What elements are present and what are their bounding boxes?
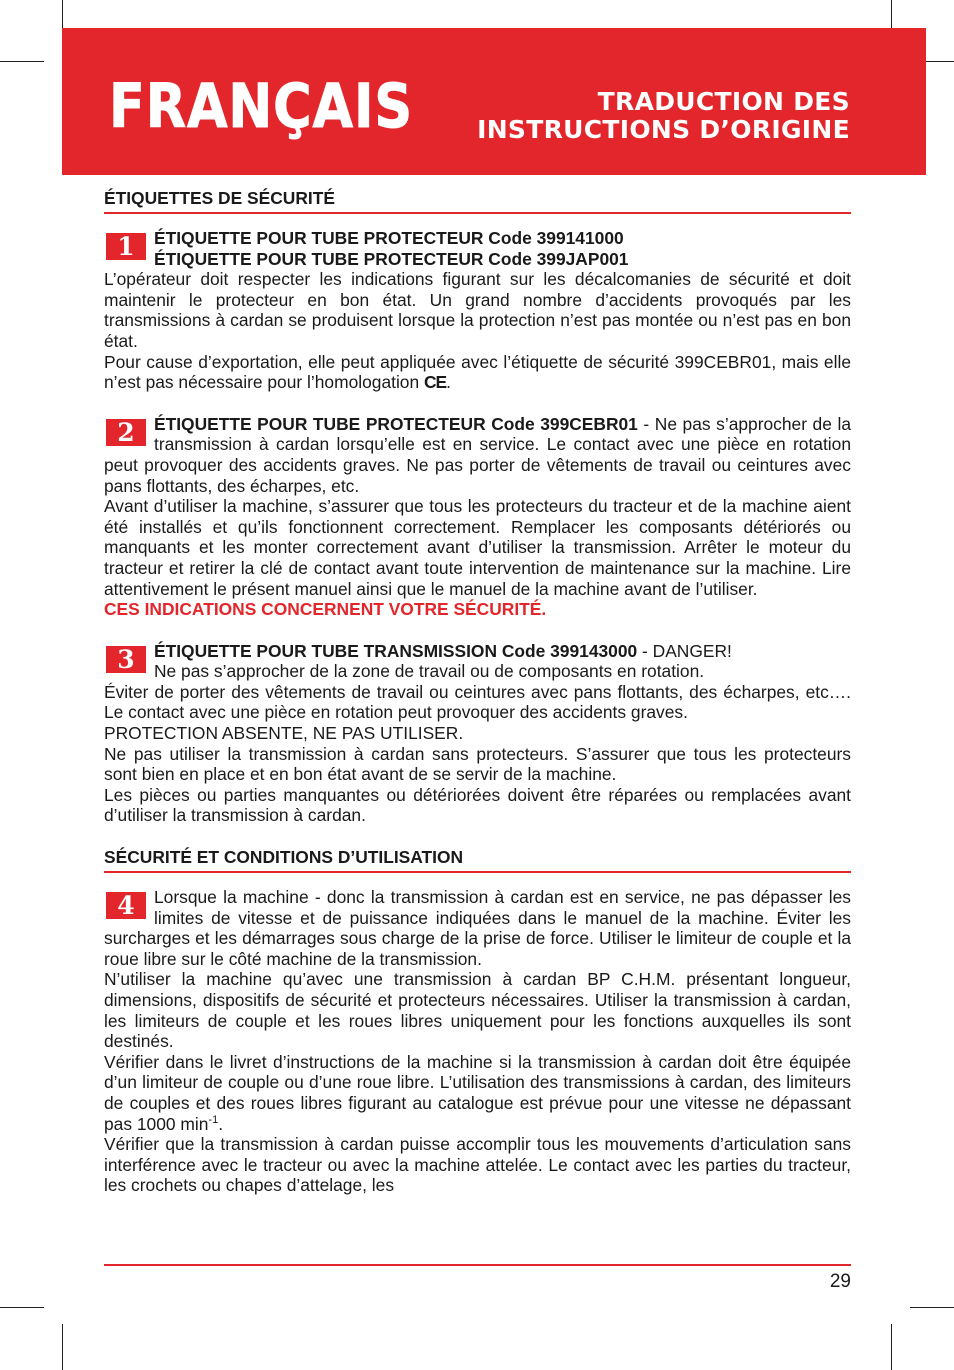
page-number: 29 xyxy=(829,1271,851,1292)
item-2 xyxy=(104,414,851,620)
section-heading-safety-labels: ÉTIQUETTES DE SÉCURITÉ xyxy=(104,185,851,214)
section-heading-safety-conditions: SÉCURITÉ ET CONDITIONS D’UTILISATION xyxy=(104,844,851,873)
paragraph: Lorsque la machine - donc la transmission à cardan est en service, ne pas dépasser les limites de vitesse et de puissance indiquées dans le manuel de la machine. Éviter les surcharges et les démarrages sous charge de la prise de force. Utiliser le limiteur de couple et la roue libre sur le côté machine de la transmission. xyxy=(104,887,851,969)
crop-mark xyxy=(62,1324,63,1370)
subtitle-line-1: TRADUCTION DES xyxy=(597,87,850,116)
crop-mark xyxy=(0,61,44,62)
paragraph xyxy=(104,641,851,662)
paragraph: Ne pas s’approcher de la zone de travail ou de composants en rotation. xyxy=(154,661,705,682)
paragraph-text: - DANGER! xyxy=(637,640,732,661)
footer-divider xyxy=(104,1264,851,1266)
paragraph: L’opérateur doit respecter les indications figurant sur les décalcomanies de sécurité et doit maintenir le protecteur en bon état. Un grand nombre d’accidents provoqués par les transmissions à cardan se produisent lorsque la protection n’est pas montée ou n’est pas en bon état. xyxy=(104,269,851,351)
item-title: ÉTIQUETTE POUR TUBE PROTECTEUR Code 399CEBR01 xyxy=(154,413,638,434)
item-1 xyxy=(104,228,851,393)
paragraph: Ne pas utiliser la transmission à cardan sans protecteurs. S’assurer que tous les protecteurs sont bien en place et en bon état avant de se servir de la machine. xyxy=(104,743,851,785)
item-3 xyxy=(104,641,851,826)
punctuation: . xyxy=(218,1113,224,1134)
crop-mark xyxy=(891,1324,892,1370)
subtitle-line-2: INSTRUCTIONS D’ORIGINE xyxy=(477,115,850,144)
paragraph-text: - Ne pas s’approcher de la transmission à cardan lorsqu’elle est en service. Le contact avec une pièce en rotation peut provoquer des accidents graves. Ne pas porter de vêtements de travail ou ceintures avec pans flottants, des écharpes, etc. xyxy=(104,413,851,496)
paragraph-text: Pour cause d’exportation, elle peut appliquée avec l’étiquette de sécurité 399CEBR01, mais elle n’est pas nécessaire pour l’homologation xyxy=(104,351,851,393)
header-banner xyxy=(62,28,926,175)
paragraph: N’utiliser la machine qu’avec une transmission à cardan BP C.H.M. présentant longueur, dimensions, dispositifs de sécurité et protecteurs nécessaires. Utiliser la transmission à cardan, les limiteurs de couple et les roues libres uniquement pour les fonctions auxquelles ils sont destinés. xyxy=(104,969,851,1052)
superscript: -1 xyxy=(208,1113,219,1126)
safety-warning: CES INDICATIONS CONCERNENT VOTRE SÉCURITÉ. xyxy=(104,599,547,620)
page-subtitle xyxy=(477,88,850,144)
paragraph-text: Vérifier dans le livret d’instructions de la machine si la transmission à cardan doit être équipée d’un limiteur de couple ou d’une roue libre. L’utilisation des transmissions à cardan, des limiteurs de couples et des roues libres figurant au catalogue est prévue pour une vitesse ne dépassant pas 1000 min xyxy=(104,1051,851,1134)
main-content xyxy=(104,185,851,1196)
punctuation: . xyxy=(446,372,452,393)
paragraph: PROTECTION ABSENTE, NE PAS UTILISER. xyxy=(104,723,464,744)
item-title: ÉTIQUETTE POUR TUBE PROTECTEUR Code 399141000 xyxy=(154,228,624,248)
paragraph: Vérifier que la transmission à cardan puisse accomplir tous les mouvements d’articulation sans interférence avec le tracteur ou avec la machine attelée. Le contact avec les parties du tracteur, les crochets ou chapes d’attelage, les xyxy=(104,1134,851,1196)
item-number-badge: 4 xyxy=(106,892,146,919)
paragraph xyxy=(104,1052,851,1134)
page-title: FRANÇAIS xyxy=(109,71,414,142)
item-number-badge: 1 xyxy=(106,233,146,260)
paragraph: Avant d’utiliser la machine, s’assurer que tous les protecteurs du tracteur et de la machine aient été installés et qu’ils fonctionnent correctement. Remplacer les composants détériorés ou manquants et les monter correctement avant d’utiliser la transmission. Arrêter le moteur du tracteur et retirer la clé de contact avant toute intervention de maintenance sur la machine. Lire attentivement le présent manuel ainsi que le manuel de la machine avant de l’utiliser. xyxy=(104,496,851,599)
paragraph: Éviter de porter des vêtements de travail ou ceintures avec pans flottants, des écharpes, etc…. Le contact avec une pièce en rotation peut provoquer des accidents graves. xyxy=(104,681,851,723)
item-title: ÉTIQUETTE POUR TUBE TRANSMISSION Code 399143000 xyxy=(154,640,638,661)
item-number-badge: 2 xyxy=(106,419,146,446)
item-title: ÉTIQUETTE POUR TUBE PROTECTEUR Code 399JAP001 xyxy=(154,248,629,269)
paragraph xyxy=(104,352,851,393)
item-number-badge: 3 xyxy=(106,646,146,673)
item-4 xyxy=(104,887,851,1196)
crop-mark xyxy=(910,1307,954,1308)
paragraph: Les pièces ou parties manquantes ou détériorées doivent être réparées ou remplacées avant d’utiliser la transmission à cardan. xyxy=(104,784,851,826)
crop-mark xyxy=(0,1307,44,1308)
ce-mark-icon: CE xyxy=(424,372,447,393)
paragraph xyxy=(104,414,851,496)
